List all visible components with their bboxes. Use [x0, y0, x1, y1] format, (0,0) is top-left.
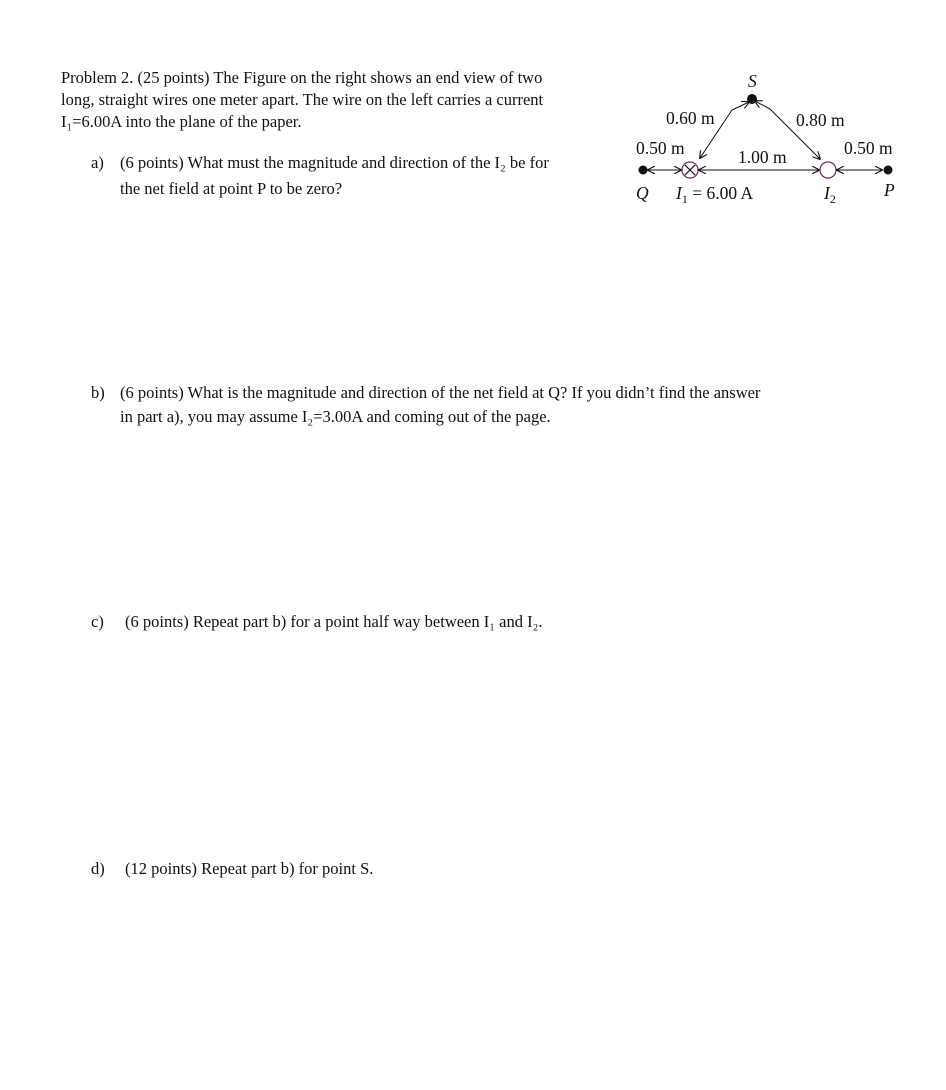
part-c-label: c)	[91, 612, 104, 631]
label-point-p: P	[884, 180, 895, 200]
part-b-line-1: (6 points) What is the magnitude and direction of the net field at Q? If you didn’t find the answer	[120, 383, 761, 402]
point-q-dot	[639, 166, 648, 175]
wire-i2-marker	[820, 162, 836, 178]
intro-line-3: I₁=6.00A into the plane of the paper.	[61, 112, 302, 131]
label-point-q: Q	[636, 183, 649, 203]
label-point-s: S	[748, 71, 757, 91]
label-dist-s-i1: 0.60 m	[666, 108, 715, 128]
label-dist-i1-i2: 1.00 m	[738, 147, 787, 167]
part-c-line-1: (6 points) Repeat part b) for a point half way between I₁ and I₂.	[125, 612, 543, 631]
label-dist-s-i2: 0.80 m	[796, 110, 845, 130]
part-d-label: d)	[91, 859, 105, 878]
label-dist-i2-p: 0.50 m	[844, 138, 893, 158]
part-b-label: b)	[91, 383, 105, 402]
label-i2: $I_2$	[824, 183, 836, 206]
arrow-s-to-i2-upper	[755, 101, 770, 109]
arrow-s-to-i1-upper	[732, 102, 749, 110]
label-i1: $I_1 = 6.00$ A	[676, 183, 754, 206]
label-dist-q-i1: 0.50 m	[636, 138, 685, 158]
part-d-line-1: (12 points) Repeat part b) for point S.	[125, 859, 374, 878]
part-b-line-2: in part a), you may assume I₂=3.00A and coming out of the page.	[120, 407, 551, 426]
wires-figure	[628, 66, 918, 216]
part-a-line-1: (6 points) What must the magnitude and direction of the I₂ be for	[120, 153, 549, 172]
wires-diagram	[628, 66, 918, 216]
point-p-dot	[884, 166, 893, 175]
part-a-label: a)	[91, 153, 104, 172]
intro-line-2: long, straight wires one meter apart. The wire on the left carries a current	[61, 90, 544, 109]
part-a-line-2: the net field at point P to be zero?	[120, 179, 343, 198]
intro-line-1: Problem 2. (25 points) The Figure on the right shows an end view of two	[61, 68, 543, 87]
